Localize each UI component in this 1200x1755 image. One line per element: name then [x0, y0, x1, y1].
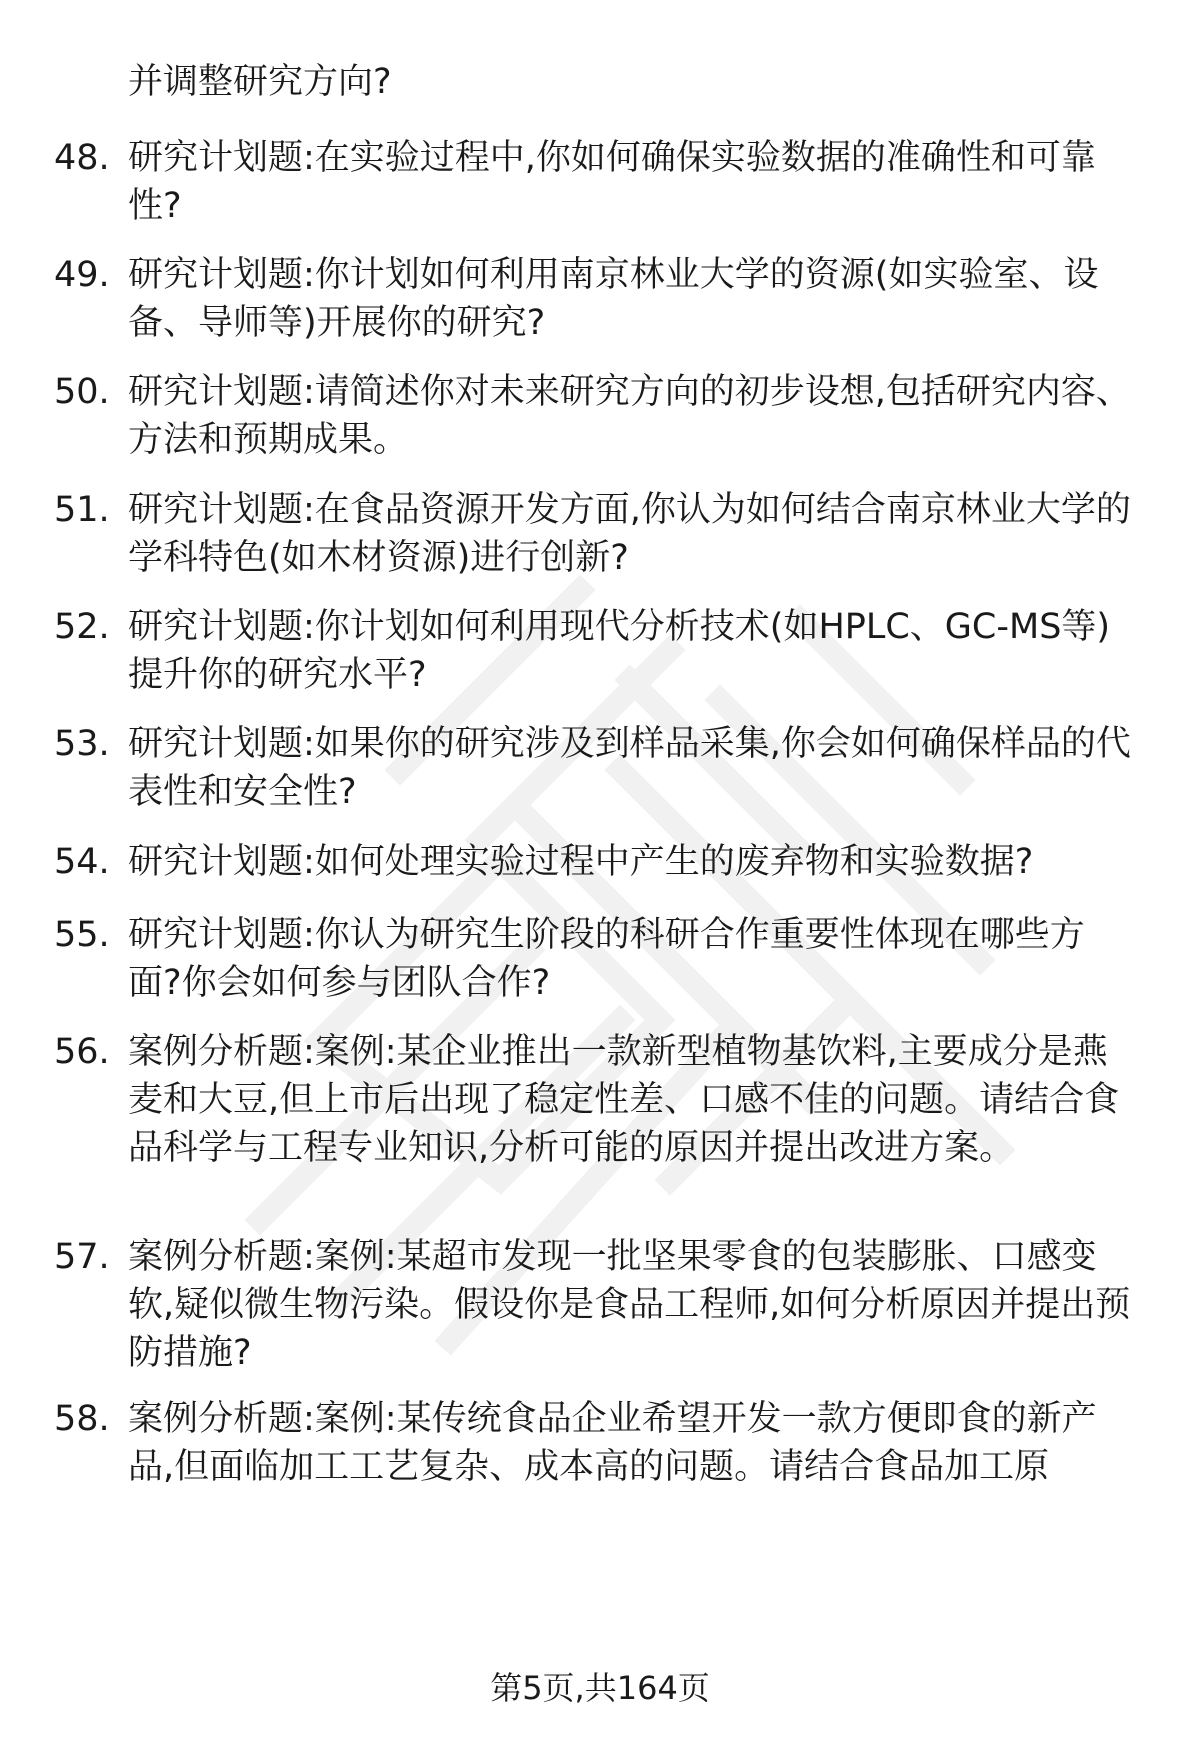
question-item — [54, 251, 1144, 347]
question-item — [54, 1395, 1144, 1491]
page-footer: 第5页,共164页 — [490, 1669, 710, 1707]
question-item — [54, 134, 1144, 230]
question-text: 研究计划题:你认为研究生阶段的科研合作重要性体现在哪些方面?你会如何参与团队合作? — [128, 915, 1085, 1003]
question-number: 54. — [54, 842, 110, 882]
question-number: 49. — [54, 255, 110, 295]
question-number: 58. — [54, 1399, 110, 1439]
question-item — [54, 1028, 1144, 1172]
question-text: 研究计划题:在实验过程中,你如何确保实验数据的准确性和可靠性? — [128, 138, 1096, 226]
question-number: 50. — [54, 372, 110, 412]
question-item — [54, 838, 1144, 886]
question-number: 52. — [54, 607, 110, 647]
question-text: 研究计划题:如果你的研究涉及到样品采集,你会如何确保样品的代表性和安全性? — [128, 724, 1131, 812]
question-text: 研究计划题:你计划如何利用现代分析技术(如HPLC、GC-MS等)提升你的研究水平? — [128, 607, 1111, 695]
question-number: 57. — [54, 1237, 110, 1277]
question-number: 48. — [54, 138, 110, 178]
continuation-text: 并调整研究方向? — [128, 62, 392, 102]
question-text: 案例分析题:案例:某传统食品企业希望开发一款方便即食的新产品,但面临加工工艺复杂、成本高的问题。请结合食品加工原 — [128, 1399, 1097, 1487]
question-number: 51. — [54, 490, 110, 530]
question-text: 研究计划题:你计划如何利用南京林业大学的资源(如实验室、设备、导师等)开展你的研究? — [128, 255, 1099, 343]
question-text: 研究计划题:在食品资源开发方面,你认为如何结合南京林业大学的学科特色(如木材资源)进行创新? — [128, 490, 1131, 578]
question-item — [54, 720, 1144, 816]
question-item — [54, 486, 1144, 582]
question-item — [54, 603, 1144, 699]
question-number: 53. — [54, 724, 110, 764]
question-number: 55. — [54, 915, 110, 955]
question-text: 案例分析题:案例:某企业推出一款新型植物基饮料,主要成分是燕麦和大豆,但上市后出现了稳定性差、口感不佳的问题。请结合食品科学与工程专业知识,分析可能的原因并提出改进方案。 — [128, 1032, 1120, 1168]
question-text: 研究计划题:请简述你对未来研究方向的初步设想,包括研究内容、方法和预期成果。 — [128, 372, 1131, 460]
question-item — [54, 368, 1144, 464]
question-text: 案例分析题:案例:某超市发现一批坚果零食的包装膨胀、口感变软,疑似微生物污染。假设你是食品工程师,如何分析原因并提出预防措施? — [128, 1237, 1131, 1373]
question-item — [54, 1233, 1144, 1377]
question-text: 研究计划题:如何处理实验过程中产生的废弃物和实验数据? — [128, 842, 1034, 882]
question-number: 56. — [54, 1032, 110, 1072]
question-item — [54, 911, 1144, 1007]
